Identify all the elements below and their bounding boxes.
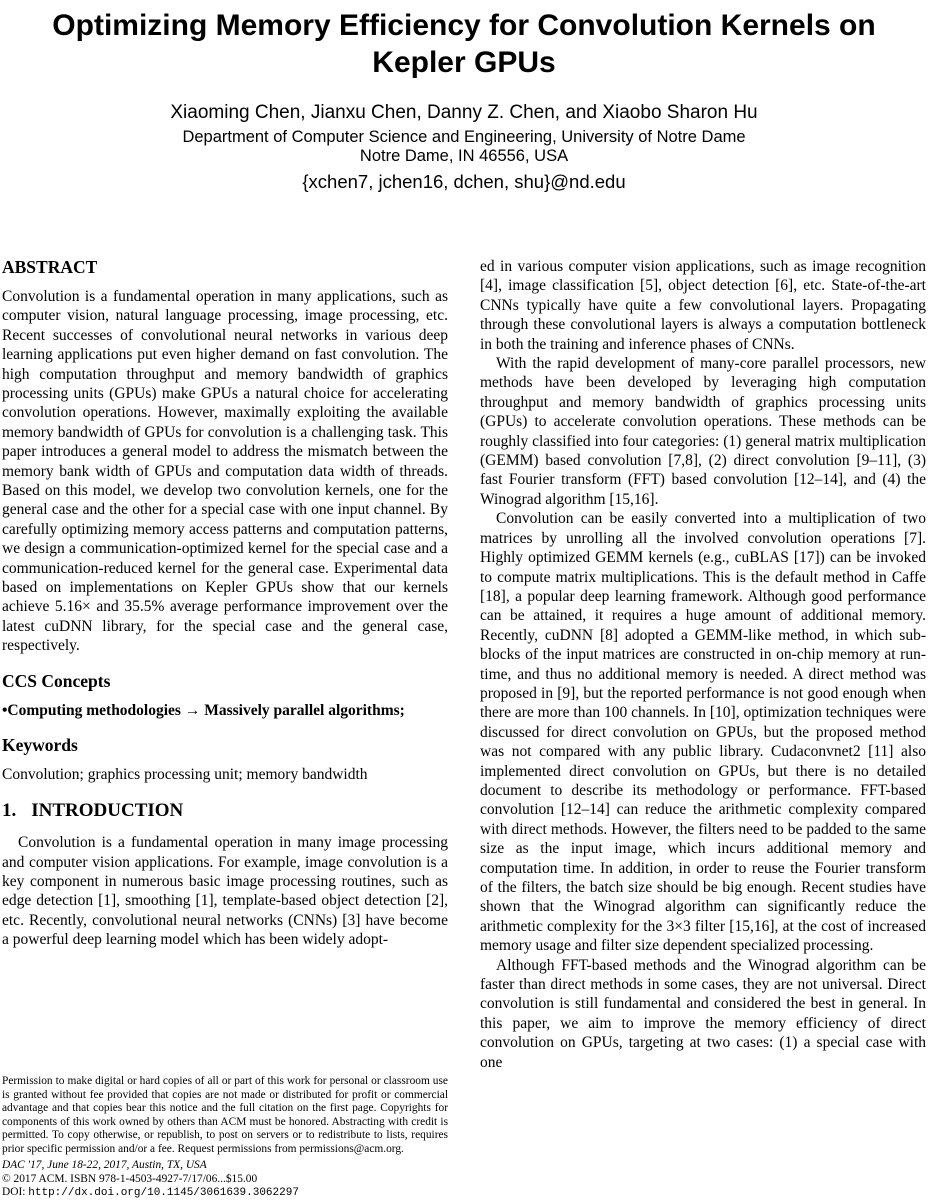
title-block	[2, 6, 926, 193]
authors-line: Xiaoming Chen, Jianxu Chen, Danny Z. Chen, and Xiaobo Sharon Hu	[170, 102, 758, 124]
body-paragraph: Convolution can be easily converted into a multiplication of two matrices by unrolling all the involved convolution operations [7]. Highly optimized GEMM kernels (e.g., cuBLAS [17]) can be invoked to compute matrix multiplications. This is the default method in Caffe [18], a popular deep learning framework. Although good performance can be attained, it requires a huge amount of additional memory. Recently, cuDNN [8] adopted a GEMM-like method, in which sub-blocks of the input matrices are constructed in on-chip memory at run-time, and thus no additional memory is needed. A direct method was proposed in [9], but the reported performance is not good enough when there are more than 100 channels. In [10], optimization techniques were discussed for direct convolution on GPUs, but the proposed method was not compared with any public library. Cudaconvnet2 [11] also implemented direct convolution on GPUs, but there is no detailed document to describe its methodology or performance. FFT-based convolution [12–14] can reduce the arithmetic complexity compared with direct methods. However, the filters need to be padded to the same size as the input image, which incurs additional memory and computation time. In addition, in order to reuse the Fourier transform of the filters, the batch size should be big enough. Recent studies have shown that the Winograd algorithm can significantly reduce the arithmetic complexity for the 3×3 filter [15,16], at the cost of increased memory usage and filter size dependent specialized processing.	[480, 510, 926, 955]
section-title: INTRODUCTION	[31, 800, 184, 822]
affiliation-line: Department of Computer Science and Engineering, University of Notre Dame	[182, 127, 746, 146]
left-column	[2, 257, 448, 1200]
copyright-block	[2, 1075, 448, 1200]
introduction-heading	[2, 799, 448, 823]
copyright-line: © 2017 ACM. ISBN 978-1-4503-4927-7/17/06...$15.00	[2, 1172, 258, 1185]
abstract-text: Convolution is a fundamental operation in many applications, such as computer vision, natural language processing, image processing, etc. Recent successes of convolutional neural networks in various deep learning applications put even higher demand on fast convolution. The high computation throughput and memory bandwidth of graphics processing units (GPUs) make GPUs a natural choice for accelerating convolution operations. However, maximally exploiting the available memory bandwidth of GPUs for convolution is a challenging task. This paper introduces a general model to address the mismatch between the memory bank width of GPUs and computation data width of threads. Based on this model, we develop two convolution kernels, one for the general case and the other for a special case with one input channel. By carefully optimizing memory access patterns and computation patterns, we design a communication-optimized kernel for the special case and a communication-reduced kernel for the general case. Experimental data based on implementations on Kepler GPUs show that our kernels achieve 5.16× and 35.5% average performance improvement over the latest cuDNN library, for the special case and the general case, respectively.	[2, 287, 448, 655]
email-line: {xchen7, jchen16, dchen, shu}@nd.edu	[302, 170, 626, 192]
address-line: Notre Dame, IN 46556, USA	[359, 147, 569, 166]
body-paragraph: Although FFT-based methods and the Winograd algorithm can be faster than direct methods in some cases, they are not universal. Direct convolution is still fundamental and considered the best in general. In this paper, we aim to improve the memory efficiency of direct convolution on GPUs, targeting at two cases: (1) a special case with one	[480, 956, 926, 1071]
body-paragraph: With the rapid development of many-core parallel processors, new methods have been developed by leveraging high computation throughput and memory bandwidth of graphics processing units (GPUs) to accelerate convolution operations. These methods can be roughly classified into four categories: (1) general matrix multiplication (GEMM) based convolution [7,8], (2) direct convolution [9–11], (3) fast Fourier transform (FFT) based convolution [12–14], and (4) the Winograd algorithm [15,16].	[480, 355, 926, 508]
doi-url: http://dx.doi.org/10.1145/3061639.3062297	[28, 1187, 299, 1200]
paper-title: Optimizing Memory Efficiency for Convolution Kernels on Kepler GPUs	[52, 9, 876, 79]
body-paragraph: ed in various computer vision applications, such as image recognition [4], image classification [5], object detection [6], etc. State-of-the-art CNNs typically have quite a few convolutional layers. Propagating through these convolutional layers is always a computation bottleneck in both the training and inference phases of CNNs.	[480, 258, 926, 353]
keywords-text: Convolution; graphics processing unit; memory bandwidth	[2, 765, 368, 783]
ccs-text: •Computing methodologies → Massively parallel algorithms;	[2, 701, 405, 719]
doi-line	[2, 1186, 448, 1200]
conference-line: DAC '17, June 18-22, 2017, Austin, TX, USA	[2, 1159, 207, 1172]
section-number: 1.	[2, 800, 17, 822]
paper-body	[2, 257, 926, 1200]
abstract-heading: ABSTRACT	[2, 257, 98, 277]
permission-text: Permission to make digital or hard copies of all or part of this work for personal or classroom use is granted without fee provided that copies are not made or distributed for profit or commercial advantage and that copies bear this notice and the full citation on the first page. Copyrights for components of this work owned by others than ACM must be honored. Abstracting with credit is permitted. To copy otherwise, or republish, to post on servers or to redistribute to lists, requires prior specific permission and/or a fee. Request permissions from permissions@acm.org.	[2, 1075, 448, 1155]
keywords-heading: Keywords	[2, 734, 78, 755]
right-column	[480, 257, 926, 1200]
introduction-paragraph: Convolution is a fundamental operation in many image processing and computer vision applications. For example, image convolution is a key component in numerous basic image processing routines, such as edge detection [1], smoothing [1], template-based object detection [2], etc. Recently, convolutional neural networks (CNNs) [3] have become a powerful deep learning model which has been widely adopt-	[2, 834, 448, 949]
doi-label: DOI:	[2, 1186, 26, 1199]
ccs-heading: CCS Concepts	[2, 670, 111, 691]
